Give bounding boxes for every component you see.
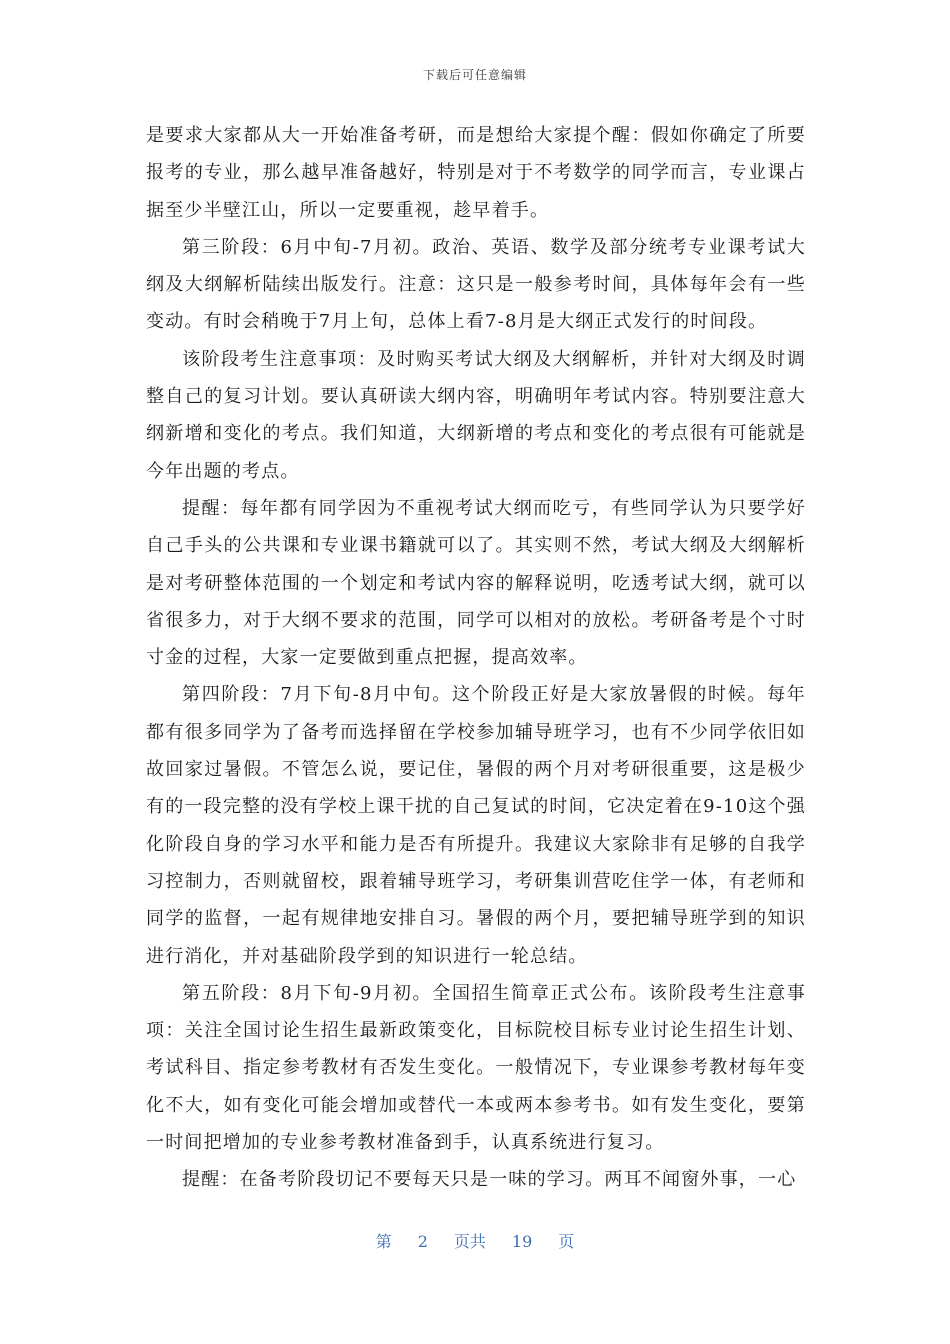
paragraph: 提醒：在备考阶段切记不要每天只是一味的学习。两耳不闻窗外事，一心 — [182, 1169, 797, 1191]
page-footer — [0, 1229, 950, 1252]
paragraph: 第四阶段：7月下旬-8月中旬。这个阶段正好是大家放暑假的时候。每年都有很多同学为了备考而选择留在学校参加辅导班学习，也有不少同学依旧如故回家过暑假。不管怎么说，要记住，暑假的两个月对考研很重要，这是极少有的一段完整的没有学校上课干扰的自己复试的时间，它决定着在9-10这个强化阶段自身的学习水平和能力是否有所提升。我建议大家除非有足够的自我学习控制力，否则就留校，跟着辅导班学习，考研集训营吃住学一体，有老师和同学的监督，一起有规律地安排自习。暑假的两个月，要把辅导班学到的知识进行消化，并对基础阶段学到的知识进行一轮总结。 — [146, 684, 806, 967]
footer-middle: 页共 — [453, 1232, 486, 1251]
footer-prefix: 第 — [375, 1232, 392, 1251]
paragraph: 是要求大家都从大一开始准备考研，而是想给大家提个醒：假如你确定了所要报考的专业，那么越早准备越好，特别是对于不考数学的同学而言，专业课占据至少半壁江山，所以一定要重视，趁早着手。 — [146, 125, 806, 221]
paragraph: 第五阶段：8月下旬-9月初。全国招生简章正式公布。该阶段考生注意事项：关注全国讨论生招生最新政策变化，目标院校目标专业讨论生招生计划、考试科目、指定参考教材有否发生变化。一般情况下，专业课参考教材每年变化不大，如有变化可能会增加或替代一本或两本参考书。如有发生变化，要第一时间把增加的专业参考教材准备到手，认真系统进行复习。 — [146, 982, 806, 1154]
paragraph: 该阶段考生注意事项：及时购买考试大纲及大纲解析，并针对大纲及时调整自己的复习计划。要认真研读大纲内容，明确明年考试内容。特别要注意大纲新增和变化的考点。我们知道，大纲新增的考点和变化的考点很有可能就是今年出题的考点。 — [146, 348, 806, 482]
page-header: 下载后可任意编辑 — [422, 68, 527, 82]
page-number: 2 — [417, 1232, 428, 1251]
paragraph: 提醒：每年都有同学因为不重视考试大纲而吃亏，有些同学认为只要学好自己手头的公共课和专业课书籍就可以了。其实则不然，考试大纲及大纲解析是对考研整体范围的一个划定和考试内容的解释说明，吃透考试大纲，就可以省很多力，对于大纲不要求的范围，同学可以相对的放松。考研备考是个寸时寸金的过程，大家一定要做到重点把握，提高效率。 — [146, 497, 806, 669]
document-body — [146, 117, 806, 1199]
total-pages: 19 — [511, 1232, 533, 1251]
footer-suffix: 页 — [558, 1232, 575, 1251]
paragraph: 第三阶段：6月中旬-7月初。政治、英语、数学及部分统考专业课考试大纲及大纲解析陆续出版发行。注意：这只是一般参考时间，具体每年会有一些变动。有时会稍晚于7月上旬，总体上看7-8月是大纲正式发行的时间段。 — [146, 236, 806, 333]
